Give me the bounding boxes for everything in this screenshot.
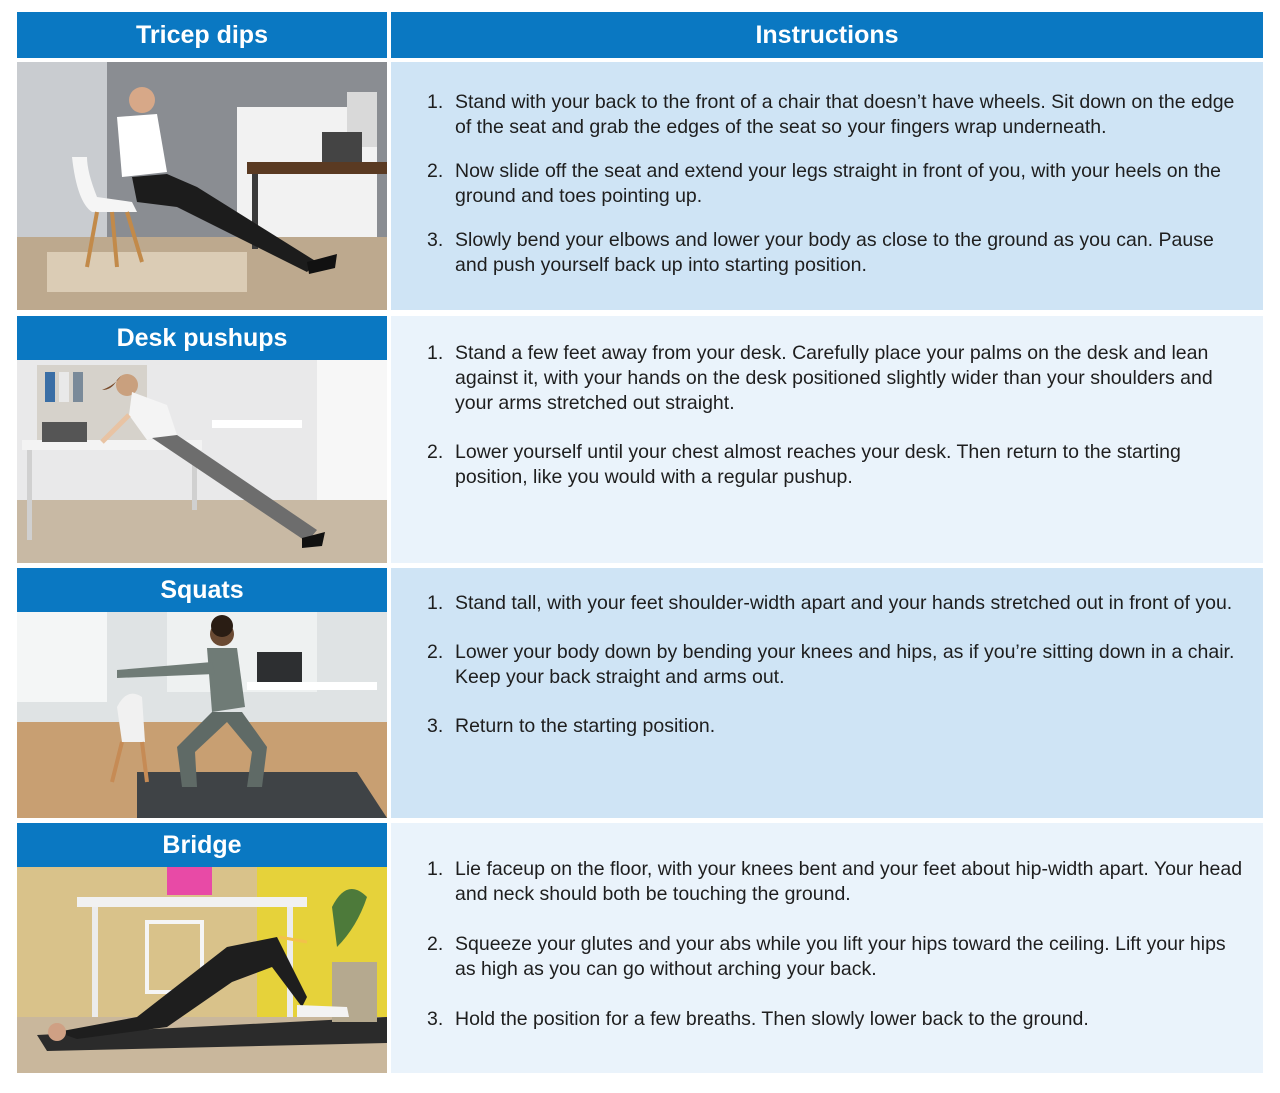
woman-glute-bridge-photo [17, 867, 387, 1073]
list-item: 1. Stand with your back to the front of a chair that doesn’t have wheels. Sit down on the edge of the seat and grab the edges of the seat so your fingers wrap underneath. [427, 91, 1235, 138]
woman-desk-pushup-photo [17, 360, 387, 563]
row-tricep-dips-instructions [391, 62, 1263, 310]
row-desk-pushups-instructions [391, 316, 1263, 563]
list-item: 3. Return to the starting position. [427, 715, 716, 737]
list-item: 3. Slowly bend your elbows and lower your body as close to the ground as you can. Pause and push yourself back up into starting position. [427, 229, 1214, 276]
bridge-steps [421, 857, 1243, 1032]
list-item: 1. Lie faceup on the floor, with your knees bent and your feet about hip-width apart. Your head and neck should both be touching the ground. [427, 858, 1243, 905]
list-item: 3. Hold the position for a few breaths. Then slowly lower back to the ground. [427, 1008, 1089, 1030]
row-bridge-instructions [391, 823, 1263, 1073]
list-item: 2. Lower yourself until your chest almost reaches your desk. Then return to the starting position, like you would with a regular pushup. [427, 441, 1181, 488]
list-item: 2. Squeeze your glutes and your abs while you lift your hips toward the ceiling. Lift your hips as high as you can go without arching your back. [427, 933, 1226, 980]
exercise-column-header: Tricep dips [17, 12, 387, 58]
tricep-dips-steps [421, 90, 1243, 278]
office-worker-tricep-dips-photo [17, 62, 387, 310]
list-item: 2. Lower your body down by bending your knees and hips, as if you’re sitting down in a chair. Keep your back straight and arms out. [427, 641, 1235, 688]
squats-steps [421, 591, 1243, 739]
row-squats-instructions [391, 568, 1263, 818]
row-squats-image-cell [17, 568, 387, 818]
woman-squat-office-photo [17, 612, 387, 818]
desk-pushups-steps [421, 341, 1243, 490]
row-tricep-dips-image-cell [17, 62, 387, 310]
list-item: 1. Stand tall, with your feet shoulder-width apart and your hands stretched out in front of you. [427, 592, 1233, 614]
list-item: 2. Now slide off the seat and extend your legs straight in front of you, with your heels on the ground and toes pointing up. [427, 160, 1222, 207]
list-item: 1. Stand a few feet away from your desk. Carefully place your palms on the desk and lean against it, with your hands on the desk positioned slightly wider than your shoulders and your arms stretched out straight. [427, 342, 1213, 414]
exercise-title-squats: Squats [17, 568, 387, 612]
row-bridge-image-cell [17, 823, 387, 1073]
exercise-title-bridge: Bridge [17, 823, 387, 867]
row-desk-pushups-image-cell [17, 316, 387, 563]
instructions-column-header: Instructions [391, 12, 1263, 58]
exercise-title-desk-pushups: Desk pushups [17, 316, 387, 360]
